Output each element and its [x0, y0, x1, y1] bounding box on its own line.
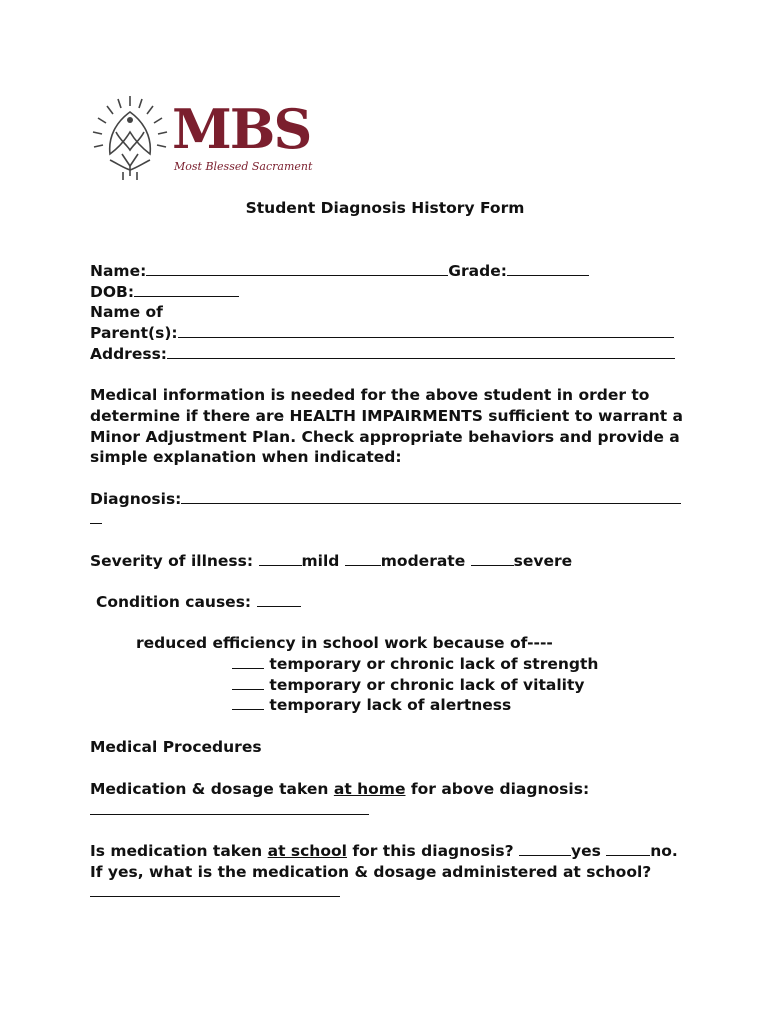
instructions-line: simple explanation when indicated:	[90, 448, 402, 466]
med-school-text-mid: for this diagnosis?	[346, 842, 519, 860]
condition-field[interactable]	[257, 592, 301, 607]
cause-strength-label: temporary or chronic lack of strength	[269, 655, 599, 673]
med-school-question	[90, 841, 678, 861]
med-home-field[interactable]	[90, 800, 369, 815]
address-row	[90, 344, 675, 364]
med-home-question	[90, 779, 589, 799]
dove-sunburst-icon	[88, 92, 172, 182]
med-school-text: Is medication taken	[90, 842, 268, 860]
cause-alertness-checkbox[interactable]	[232, 695, 264, 710]
logo-tagline: Most Blessed Sacrament	[174, 160, 313, 173]
med-home-answer-row	[90, 800, 369, 820]
dob-row	[90, 282, 239, 302]
severity-moderate-label: moderate	[380, 552, 466, 570]
logo-brand-text: MBS	[172, 97, 311, 161]
yes-label: yes	[570, 842, 601, 860]
cause-alertness-row	[232, 695, 511, 715]
parent-label: Parent(s):	[90, 324, 178, 342]
name-grade-row	[90, 261, 589, 281]
med-school-field[interactable]	[90, 882, 340, 897]
severity-moderate-blank[interactable]	[345, 551, 381, 566]
med-school-emphasis: at school	[267, 842, 347, 860]
parent-row	[90, 323, 674, 343]
name-field[interactable]	[146, 261, 448, 276]
diagnosis-field[interactable]	[181, 489, 681, 504]
grade-label: Grade:	[448, 262, 507, 280]
severity-label: Severity of illness:	[90, 552, 254, 570]
med-school-answer-row	[90, 882, 340, 902]
cause-alertness-label: temporary lack of alertness	[269, 696, 512, 714]
name-label: Name:	[90, 262, 147, 280]
diagnosis-row	[90, 489, 681, 509]
severity-row	[90, 551, 572, 571]
no-blank[interactable]	[606, 841, 650, 856]
address-label: Address:	[90, 345, 167, 363]
cause-vitality-label: temporary or chronic lack of vitality	[269, 676, 585, 694]
cause-strength-row	[232, 654, 598, 674]
diagnosis-field-continued	[90, 509, 102, 529]
parent-label-line1: Name of	[90, 303, 163, 321]
address-field[interactable]	[167, 344, 675, 359]
med-home-emphasis: at home	[333, 780, 406, 798]
if-yes-question: If yes, what is the medication & dosage administered at school?	[90, 863, 652, 881]
severity-mild-label: mild	[301, 552, 340, 570]
dob-field[interactable]	[134, 282, 239, 297]
cause-vitality-row	[232, 675, 585, 695]
diagnosis-field-wrap[interactable]	[90, 509, 102, 524]
severity-mild-blank[interactable]	[259, 551, 302, 566]
instructions-line: Minor Adjustment Plan. Check appropriate behaviors and provide a	[90, 428, 680, 446]
med-home-text: Medication & dosage taken	[90, 780, 334, 798]
page-title: Student Diagnosis History Form	[245, 199, 525, 217]
cause-vitality-checkbox[interactable]	[232, 675, 264, 690]
instructions-line: Medical information is needed for the above student in order to	[90, 386, 650, 404]
cause-strength-checkbox[interactable]	[232, 654, 264, 669]
diagnosis-label: Diagnosis:	[90, 490, 182, 508]
severity-severe-blank[interactable]	[471, 551, 514, 566]
medical-procedures-heading: Medical Procedures	[90, 738, 262, 756]
parent-field[interactable]	[178, 323, 674, 338]
condition-row	[96, 592, 301, 612]
no-label: no.	[650, 842, 678, 860]
grade-field[interactable]	[507, 261, 589, 276]
med-home-text-end: for above diagnosis:	[405, 780, 590, 798]
dob-label: DOB:	[90, 283, 135, 301]
instructions-line: determine if there are HEALTH IMPAIRMENTS sufficient to warrant a	[90, 407, 683, 425]
mbs-logo	[88, 92, 313, 182]
reduced-efficiency-text: reduced efficiency in school work because of----	[136, 634, 553, 652]
condition-label: Condition causes:	[96, 593, 252, 611]
yes-blank[interactable]	[519, 841, 571, 856]
severity-severe-label: severe	[513, 552, 573, 570]
